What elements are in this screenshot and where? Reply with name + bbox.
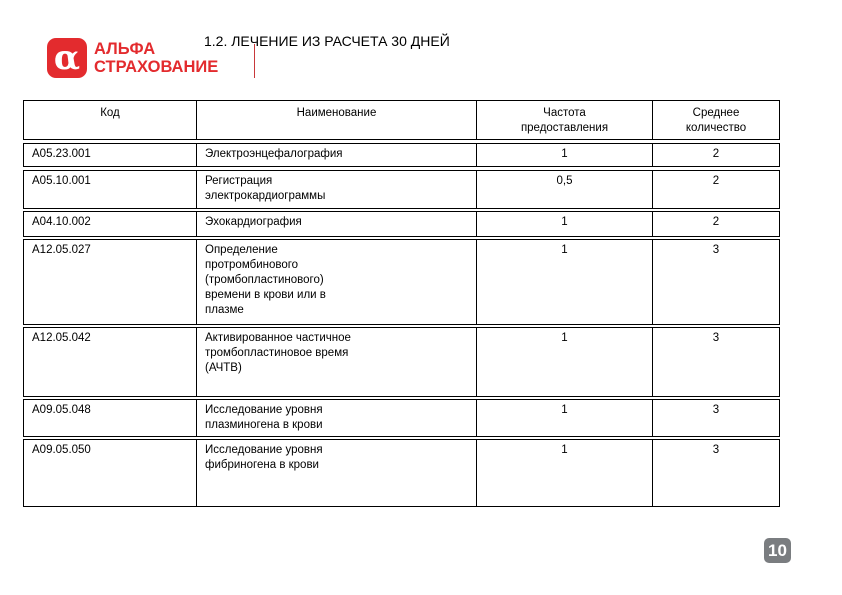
page-number: 10 <box>764 538 791 563</box>
cell-name: Электроэнцефалография <box>197 144 477 166</box>
table-row <box>23 399 780 437</box>
header-quantity: Среднее количество <box>685 107 747 134</box>
alpha-logo-icon: α <box>47 38 87 78</box>
table-row <box>23 170 780 209</box>
cell-name: Активированное частичное тромбопластиновое время (АЧТВ) <box>197 328 477 396</box>
cell-freq: 0,5 <box>477 171 653 208</box>
table-row <box>23 211 780 237</box>
divider <box>254 44 255 78</box>
table-row <box>23 439 780 507</box>
cell-code: A12.05.027 <box>24 240 197 324</box>
cell-freq: 1 <box>477 440 653 506</box>
header-frequency: Частота предоставления <box>477 101 653 139</box>
cell-freq: 1 <box>477 240 653 324</box>
cell-code: A05.10.001 <box>24 171 197 208</box>
cell-name: Исследование уровня фибриногена в крови <box>197 440 477 506</box>
logo-line-2: СТРАХОВАНИЕ <box>94 58 219 76</box>
company-logo <box>47 38 218 78</box>
cell-code: A09.05.050 <box>24 440 197 506</box>
table-row <box>23 143 780 167</box>
cell-code: A05.23.001 <box>24 144 197 166</box>
cell-qty: 3 <box>712 332 720 344</box>
cell-qty: 2 <box>712 148 720 160</box>
cell-qty: 3 <box>712 404 720 416</box>
table-row <box>23 239 780 325</box>
cell-freq: 1 <box>477 212 653 236</box>
header-name: Наименование <box>197 101 477 139</box>
cell-name: Исследование уровня плазминогена в крови <box>197 400 477 436</box>
cell-name: Регистрация электрокардиограммы <box>197 171 477 208</box>
cell-code: A12.05.042 <box>24 328 197 396</box>
cell-name: Эхокардиография <box>197 212 477 236</box>
cell-name: Определение протромбинового (тромбопластинового) времени в крови или в плазме <box>197 240 477 324</box>
cell-qty: 2 <box>712 175 720 187</box>
page-title: 1.2. ЛЕЧЕНИЕ ИЗ РАСЧЕТА 30 ДНЕЙ <box>204 33 450 49</box>
cell-code: A04.10.002 <box>24 212 197 236</box>
cell-qty: 3 <box>712 444 720 456</box>
cell-freq: 1 <box>477 144 653 166</box>
cell-freq: 1 <box>477 400 653 436</box>
table-header <box>23 100 780 140</box>
table-row <box>23 327 780 397</box>
cell-code: A09.05.048 <box>24 400 197 436</box>
logo-line-1: АЛЬФА <box>94 40 156 58</box>
cell-qty: 3 <box>712 244 720 256</box>
cell-qty: 2 <box>712 216 720 228</box>
header-code: Код <box>24 101 197 139</box>
cell-freq: 1 <box>477 328 653 396</box>
